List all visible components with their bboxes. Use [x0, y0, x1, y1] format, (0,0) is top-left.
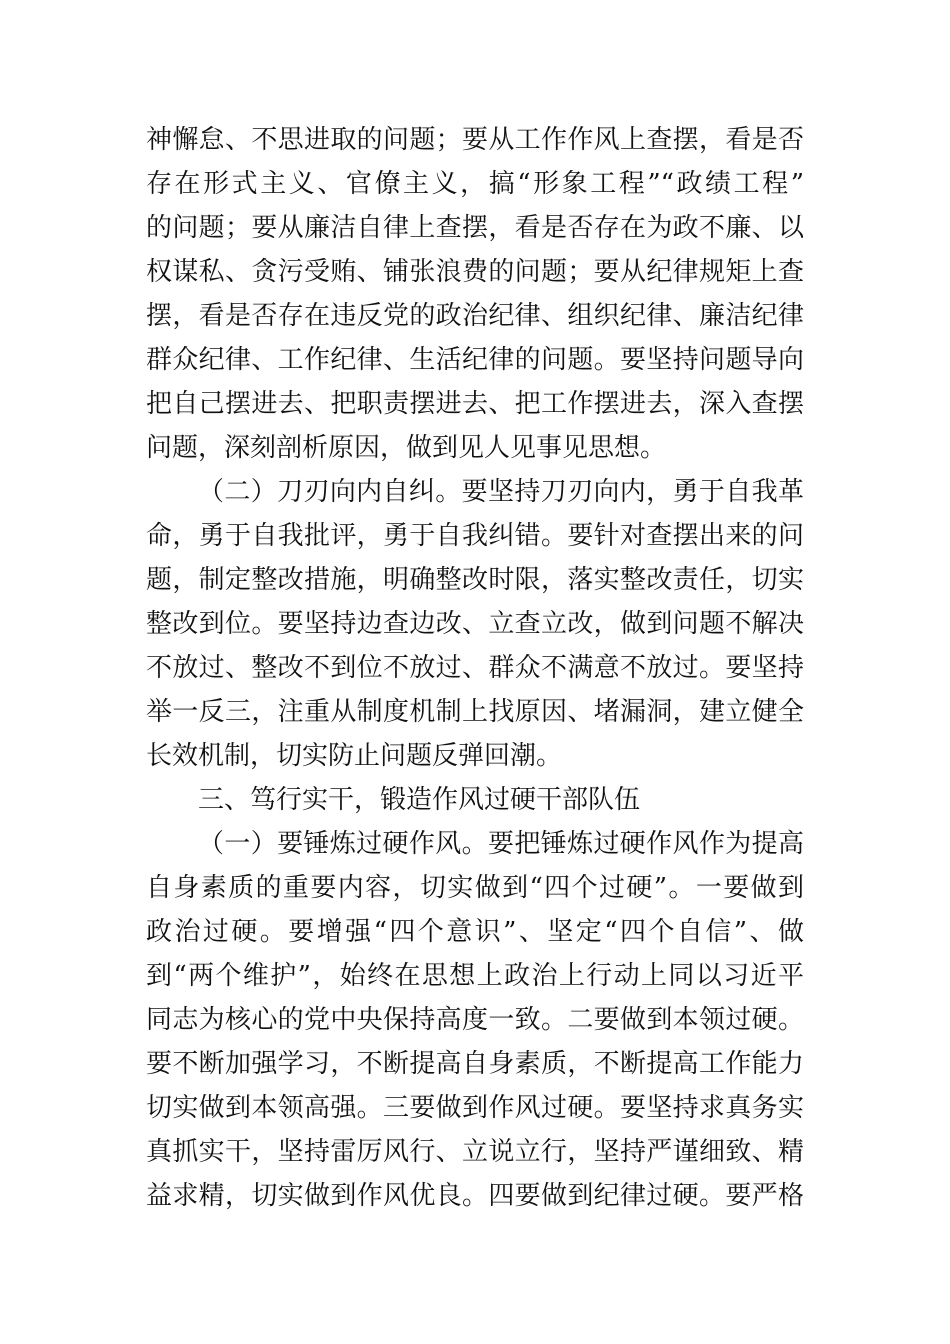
text-line: 权谋私、贪污受贿、铺张浪费的问题；要从纪律规矩上查 [146, 257, 804, 287]
text-line: 三、笃行实干，锻造作风过硬干部队伍 [198, 785, 641, 815]
text-line: 摆，看是否存在违反党的政治纪律、组织纪律、廉洁纪律 [146, 301, 804, 331]
text-line: 问题，深刻剖析原因，做到见人见事见思想。 [146, 433, 667, 463]
text-line: 自身素质的重要内容，切实做到“四个过硬”。一要做到 [146, 873, 804, 903]
text-line: 神懈怠、不思进取的问题；要从工作作风上查摆，看是否 [146, 125, 804, 155]
text-line: 题，制定整改措施，明确整改时限，落实整改责任，切实 [146, 565, 804, 595]
text-line: 长效机制，切实防止问题反弹回潮。 [146, 741, 563, 771]
text-line: 命，勇于自我批评，勇于自我纠错。要针对查摆出来的问 [146, 521, 804, 551]
text-line: 群众纪律、工作纪律、生活纪律的问题。要坚持问题导向 [146, 345, 804, 375]
text-line: 举一反三，注重从制度机制上找原因、堵漏洞，建立健全 [146, 697, 804, 727]
text-line: 政治过硬。要增强“四个意识”、坚定“四个自信”、做 [146, 917, 804, 947]
text-line: 同志为核心的党中央保持高度一致。二要做到本领过硬。 [146, 1005, 804, 1035]
text-line: 切实做到本领高强。三要做到作风过硬。要坚持求真务实 [146, 1093, 804, 1123]
text-line: 的问题；要从廉洁自律上查摆，看是否存在为政不廉、以 [146, 213, 804, 243]
text-line: 真抓实干，坚持雷厉风行、立说立行，坚持严谨细致、精 [146, 1137, 804, 1167]
text-line: 要不断加强学习，不断提高自身素质，不断提高工作能力 [146, 1049, 804, 1079]
text-line: 整改到位。要坚持边查边改、立查立改，做到问题不解决 [146, 609, 804, 639]
text-line: 把自己摆进去、把职责摆进去、把工作摆进去，深入查摆 [146, 389, 804, 419]
text-line: （一）要锤炼过硬作风。要把锤炼过硬作风作为提高 [198, 829, 804, 859]
text-line: 益求精，切实做到作风优良。四要做到纪律过硬。要严格 [146, 1181, 804, 1211]
text-line: 存在形式主义、官僚主义，搞“形象工程”“政绩工程” [146, 169, 804, 199]
text-line: 到“两个维护”，始终在思想上政治上行动上同以习近平 [146, 961, 804, 991]
text-line: 不放过、整改不到位不放过、群众不满意不放过。要坚持 [146, 653, 804, 683]
text-line: （二）刀刃向内自纠。要坚持刀刃向内，勇于自我革 [198, 477, 804, 507]
